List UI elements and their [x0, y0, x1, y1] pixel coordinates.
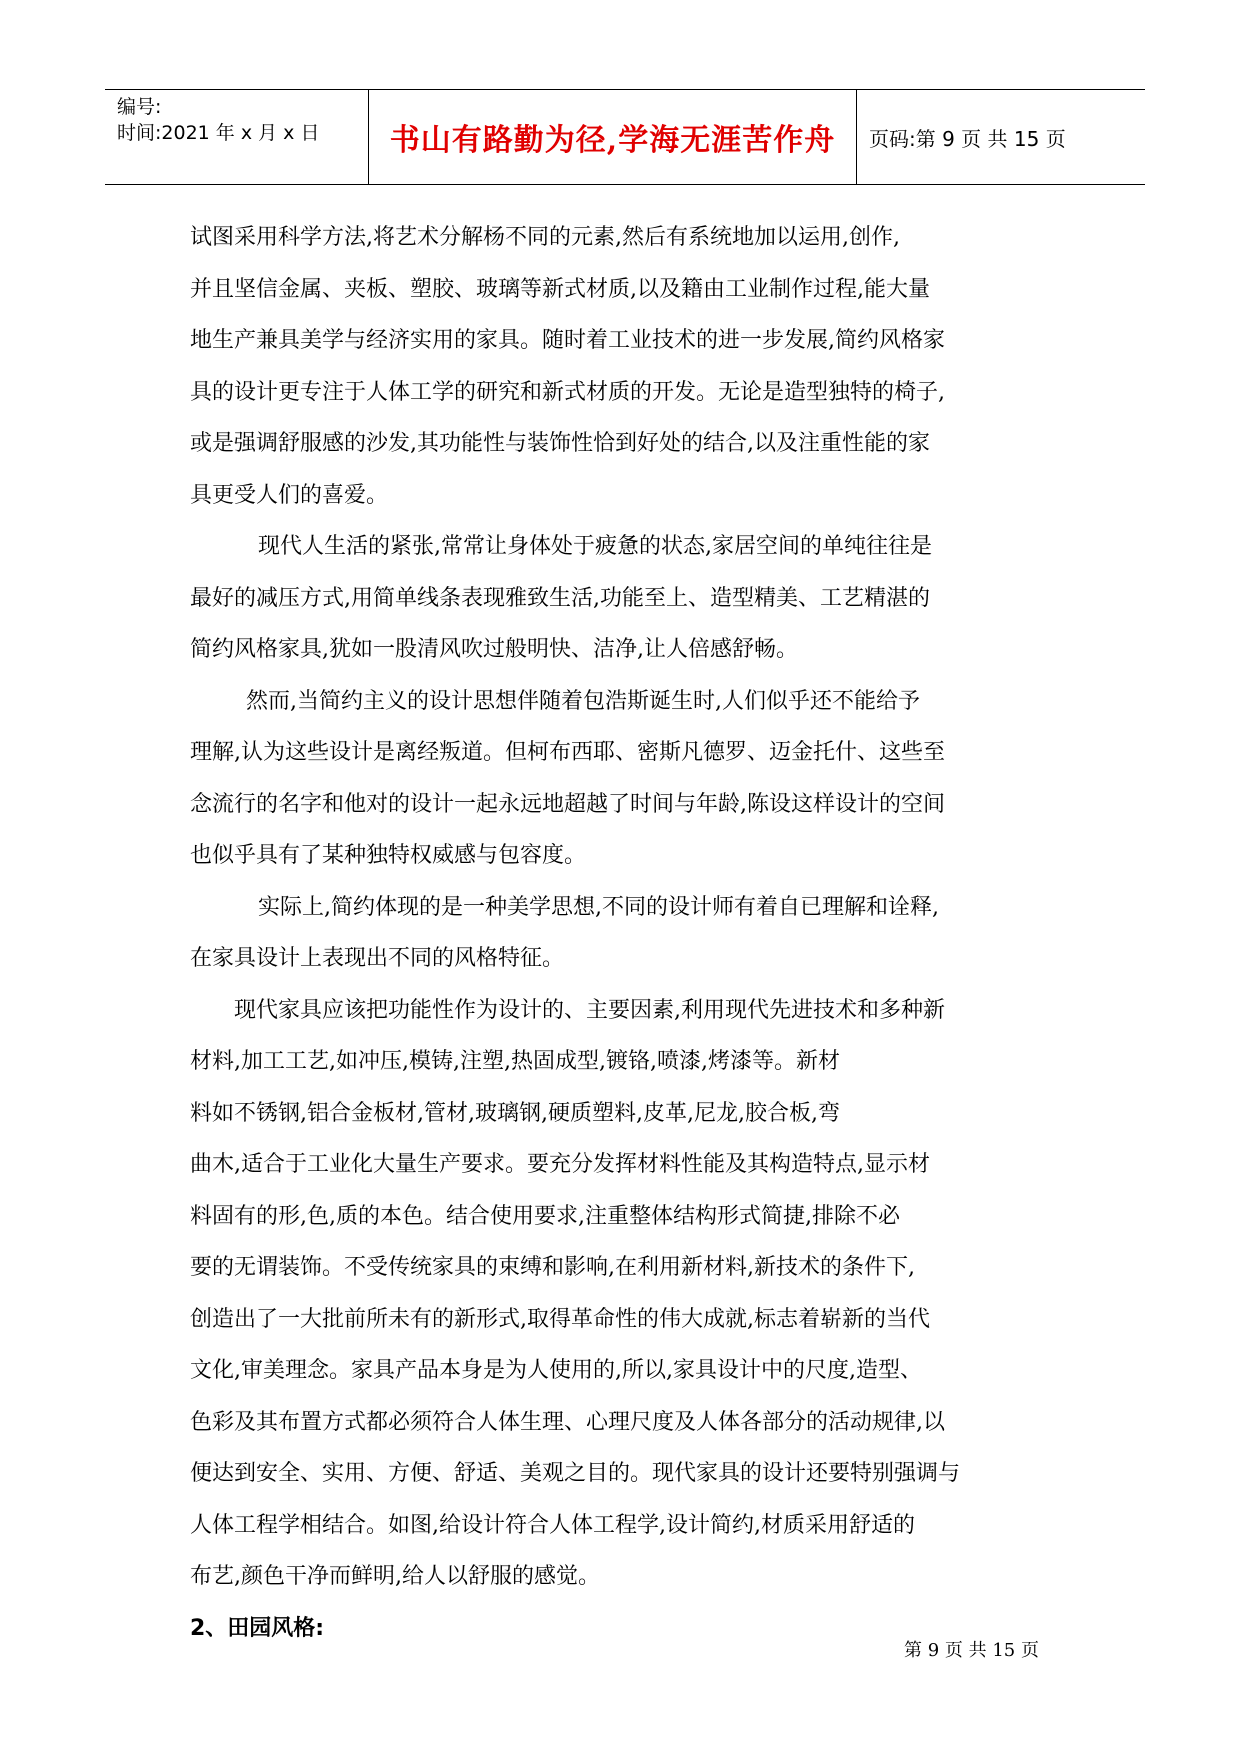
paragraph-line: 材料,加工工艺,如冲压,模铸,注塑,热固成型,镀铬,喷漆,烤漆等。新材: [190, 1049, 840, 1074]
paragraph-line: 现代人生活的紧张,常常让身体处于疲惫的状态,家居空间的单纯往往是: [258, 534, 932, 559]
paragraph-line: 试图采用科学方法,将艺术分解杨不同的元素,然后有系统地加以运用,创作,: [190, 225, 900, 250]
page-footer: 第 9 页 共 15 页: [904, 1640, 1039, 1661]
header-page-label: 页码:第 9 页 共 15 页: [869, 126, 1066, 151]
paragraph-line: 理解,认为这些设计是离经叛道。但柯布西耶、密斯凡德罗、迈金托什、这些至: [190, 740, 945, 765]
document-time-label: 时间:2021 年 x 月 x 日: [117, 122, 320, 144]
document-number-label: 编号:: [117, 96, 162, 118]
header-page-cell: [857, 90, 1145, 184]
paragraph-line: 便达到安全、实用、方便、舒适、美观之目的。现代家具的设计还要特别强调与: [190, 1461, 961, 1486]
paragraph-line: 料如不锈钢,铝合金板材,管材,玻璃钢,硬质塑料,皮革,尼龙,胶合板,弯: [190, 1100, 840, 1126]
paragraph-line: 实际上,简约体现的是一种美学思想,不同的设计师有着自已理解和诠释,: [258, 894, 939, 920]
paragraph-line: 在家具设计上表现出不同的风格特征。: [190, 946, 565, 971]
paragraph-line: 色彩及其布置方式都必须符合人体生理、心理尺度及人体各部分的活动规律,以: [190, 1409, 945, 1435]
paragraph-line: 简约风格家具,犹如一股清风吹过般明快、洁净,让人倍感舒畅。: [190, 637, 798, 662]
paragraph-line: 也似乎具有了某种独特权威感与包容度。: [190, 843, 587, 868]
header-meta-cell: [105, 90, 369, 184]
paragraph-line: 现代家具应该把功能性作为设计的、主要因素,利用现代先进技术和多种新: [234, 997, 945, 1023]
paragraph-line: 文化,审美理念。家具产品本身是为人使用的,所以,家具设计中的尺度,造型、: [190, 1358, 922, 1383]
section-heading: 2、田园风格:: [190, 1615, 325, 1641]
paragraph-line: 创造出了一大批前所未有的新形式,取得革命性的伟大成就,标志着崭新的当代: [190, 1306, 930, 1332]
document-header: [105, 89, 1145, 185]
paragraph-line: 人体工程学相结合。如图,给设计符合人体工程学,设计简约,材质采用舒适的: [190, 1512, 915, 1538]
document-body: [190, 212, 1070, 1654]
paragraph-line: 念流行的名字和他对的设计一起永远地超越了时间与年龄,陈设这样设计的空间: [190, 791, 945, 817]
paragraph-line: 具的设计更专注于人体工学的研究和新式材质的开发。无论是造型独特的椅子,: [190, 379, 945, 405]
paragraph-line: 并且坚信金属、夹板、塑胶、玻璃等新式材质,以及籍由工业制作过程,能大量: [190, 276, 930, 302]
paragraph-line: 布艺,颜色干净而鲜明,给人以舒服的感觉。: [190, 1564, 600, 1589]
paragraph-line: 最好的减压方式,用简单线条表现雅致生活,功能至上、造型精美、工艺精湛的: [190, 585, 930, 611]
header-motto: 书山有路勤为径,学海无涯苦作舟: [389, 123, 836, 158]
paragraph-line: 料固有的形,色,质的本色。结合使用要求,注重整体结构形式简捷,排除不必: [190, 1203, 900, 1229]
paragraph-line: 或是强调舒服感的沙发,其功能性与装饰性恰到好处的结合,以及注重性能的家: [190, 431, 930, 456]
paragraph-line: 要的无谓装饰。不受传统家具的束缚和影响,在利用新材料,新技术的条件下,: [190, 1255, 915, 1280]
paragraph-line: 然而,当简约主义的设计思想伴随着包浩斯诞生时,人们似乎还不能给予: [246, 688, 920, 714]
paragraph-line: 地生产兼具美学与经济实用的家具。随时着工业技术的进一步发展,简约风格家: [190, 328, 945, 353]
paragraph-line: 具更受人们的喜爱。: [190, 482, 389, 508]
header-motto-cell: [369, 90, 857, 184]
paragraph-line: 曲木,适合于工业化大量生产要求。要充分发挥材料性能及其构造特点,显示材: [190, 1152, 930, 1177]
